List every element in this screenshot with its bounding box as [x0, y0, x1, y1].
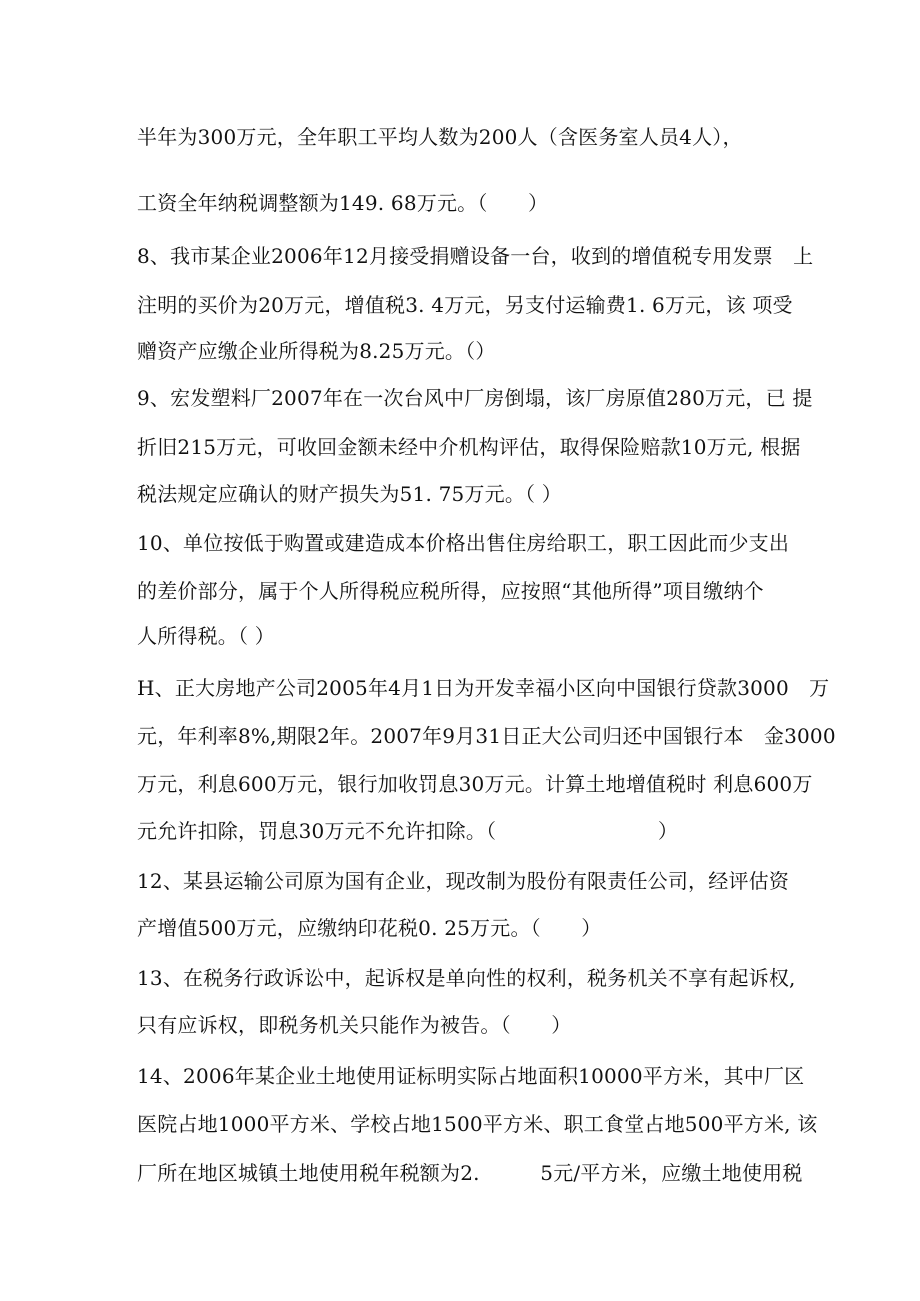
text-line-14: 万元，利息600万元，银行加收罚息30万元。计算土地增值税时 利息600万	[137, 772, 813, 796]
text-line-12: H、正大房地产公司2005年4月1日为开发幸福小区向中国银行贷款3000 万	[137, 676, 830, 700]
text-line-18: 13、在税务行政诉讼中，起诉权是单向性的权利，税务机关不享有起诉权,	[137, 966, 796, 990]
text-line-11: 人所得税。（ ）	[137, 624, 275, 648]
text-line-7: 折旧215万元，可收回金额未经中介机构评估，取得保险赔款10万元, 根据	[137, 435, 801, 459]
text-line-17: 产增值500万元，应缴纳印花税0. 25万元。（ ）	[137, 916, 602, 940]
text-line-9: 10、单位按低于购置或建造成本价格出售住房给职工，职工因此而少支出	[137, 531, 790, 555]
text-line-22: 厂所在地区城镇土地使用税年税额为2. 5元/平方米，应缴土地使用税	[137, 1161, 803, 1185]
text-line-4: 注明的买价为20万元，增值税3. 4万元，另支付运输费1. 6万元，该 项受	[137, 293, 793, 317]
text-line-15: 元允许扣除，罚息30万元不允许扣除。（ ）	[137, 819, 679, 843]
text-line-19: 只有应诉权，即税务机关只能作为被告。（ ）	[137, 1013, 572, 1037]
text-line-8: 税法规定应确认的财产损失为51. 75万元。（ ）	[137, 482, 562, 506]
text-line-20: 14、2006年某企业土地使用证标明实际占地面积10000平方米，其中厂区	[137, 1064, 805, 1088]
text-line-13: 元，年利率8%,期限2年。2007年9月31日正大公司归还中国银行本 金3000	[137, 724, 836, 748]
text-line-5: 赠资产应缴企业所得税为8.25万元。（）	[137, 339, 496, 363]
text-line-6: 9、宏发塑料厂2007年在一次台风中厂房倒塌，该厂房原值280万元，已 提	[137, 386, 813, 410]
text-line-10: 的差价部分，属于个人所得税应税所得，应按照“其他所得”项目缴纳个	[137, 579, 764, 603]
text-line-16: 12、某县运输公司原为国有企业，现改制为股份有限责任公司，经评估资	[137, 869, 790, 893]
text-line-1: 半年为300万元，全年职工平均人数为200人（含医务室人员4人），	[137, 125, 743, 149]
text-line-3: 8、我市某企业2006年12月接受捐赠设备一台，收到的增值税专用发票 上	[137, 244, 814, 268]
text-line-21: 医院占地1000平方米、学校占地1500平方米、职工食堂占地500平方米, 该	[137, 1112, 818, 1136]
text-line-2: 工资全年纳税调整额为149. 68万元。（ ）	[137, 191, 549, 215]
